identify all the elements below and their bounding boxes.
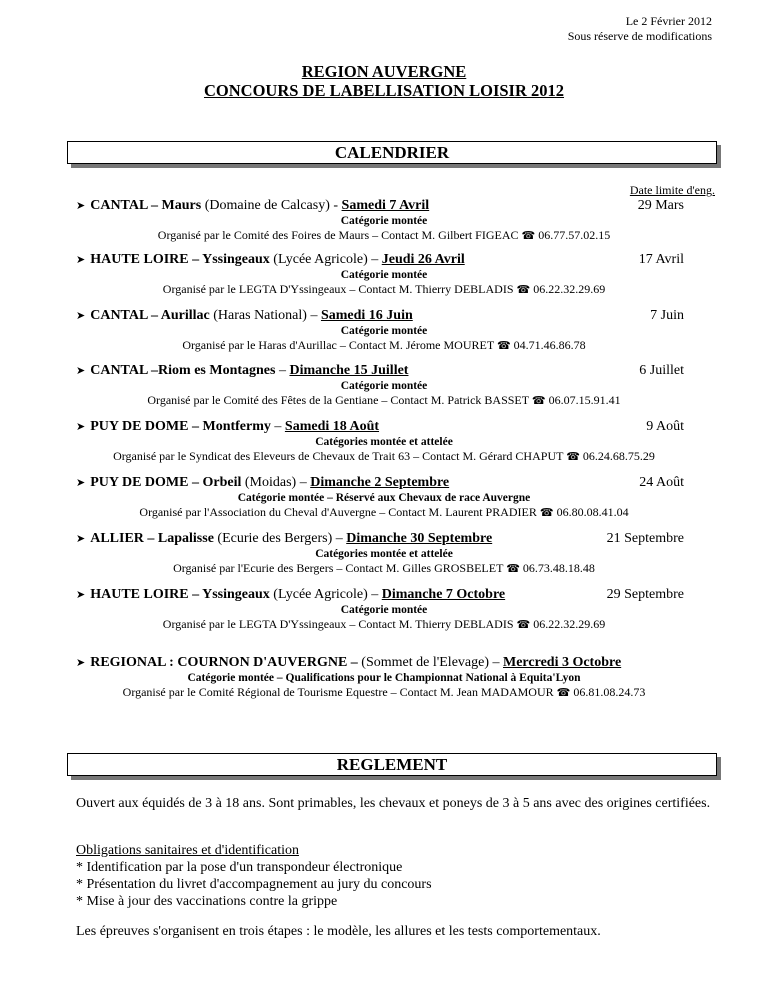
arrow-bullet-icon: ➤ <box>76 532 86 545</box>
event-place: Lapalisse <box>157 531 214 546</box>
telephone-icon: ☎ <box>496 339 511 352</box>
event-line <box>76 654 621 671</box>
event-category: Catégories montée et attelée <box>315 436 453 448</box>
event-date: Dimanche 7 Octobre <box>381 587 506 602</box>
event-date: Jeudi 26 Avril <box>381 252 465 267</box>
event-venue: (Ecurie des Bergers) – <box>213 531 347 546</box>
organizer-text: Organisé par le LEGTA D'Yssingeaux – Contact M. Thierry DEBLADIS <box>162 282 514 296</box>
event-region: PUY DE DOME – <box>90 475 203 490</box>
contact-phone: 06.24.68.75.29 <box>582 449 655 463</box>
event-venue: (Lycée Agricole) – <box>269 587 382 602</box>
reglement-heading: REGLEMENT <box>67 753 717 776</box>
telephone-icon: ☎ <box>516 618 531 631</box>
arrow-bullet-icon: ➤ <box>76 476 86 489</box>
event-region: ALLIER – <box>90 531 158 546</box>
event-deadline: 29 Mars <box>637 198 684 213</box>
event-venue: (Haras National) – <box>209 308 321 323</box>
telephone-icon: ☎ <box>531 394 546 407</box>
event-organizer <box>0 617 768 632</box>
event-region: HAUTE LOIRE – <box>90 587 203 602</box>
event-organizer <box>0 393 768 408</box>
contact-phone: 06.22.32.29.69 <box>533 617 606 631</box>
contact-phone: 06.80.08.41.04 <box>556 505 629 519</box>
event-line <box>76 474 449 491</box>
page-subtitle: CONCOURS DE LABELLISATION LOISIR 2012 <box>203 81 565 100</box>
contact-phone: 04.71.46.86.78 <box>513 338 586 352</box>
event-category: Catégorie montée <box>340 269 428 281</box>
calendar-heading: CALENDRIER <box>67 141 717 164</box>
event-organizer <box>0 561 768 576</box>
event-venue: – <box>275 363 290 378</box>
event-date: Samedi 7 Avril <box>341 198 430 213</box>
arrow-bullet-icon: ➤ <box>76 253 86 266</box>
contact-phone: 06.22.32.29.69 <box>533 282 606 296</box>
event-line <box>76 418 379 435</box>
event-deadline: 7 Juin <box>650 308 684 323</box>
event-place: Yssingeaux <box>202 587 270 602</box>
event-place: Maurs <box>161 198 202 213</box>
event-region: REGIONAL : <box>90 655 178 670</box>
event-region: PUY DE DOME – <box>90 419 203 434</box>
event-line <box>76 251 465 268</box>
event-place: Riom es Montagnes <box>158 363 276 378</box>
event-region: HAUTE LOIRE – <box>90 252 203 267</box>
contact-phone: 06.77.57.02.15 <box>538 228 611 242</box>
telephone-icon: ☎ <box>506 562 520 575</box>
contact-phone: 06.73.48.18.48 <box>522 561 595 575</box>
event-organizer <box>0 282 768 297</box>
arrow-bullet-icon: ➤ <box>76 588 86 601</box>
event-place: Orbeil <box>202 475 242 490</box>
event-line <box>76 586 505 603</box>
event-deadline: 6 Juillet <box>639 363 684 378</box>
event-deadline: 17 Avril <box>638 252 684 267</box>
event-region: CANTAL – <box>90 308 161 323</box>
contact-phone: 06.07.15.91.41 <box>548 393 621 407</box>
document-note: Sous réserve de modifications <box>567 29 712 43</box>
organizer-text: Organisé par le Syndicat des Eleveurs de Chevaux de Trait 63 – Contact M. Gérard CHAPUT <box>113 449 564 463</box>
event-place: Aurillac <box>160 308 210 323</box>
event-deadline: 21 Septembre <box>606 531 684 546</box>
event-deadline: 24 Août <box>639 475 684 490</box>
event-line <box>76 307 413 324</box>
event-venue: (Moidas) – <box>241 475 311 490</box>
event-category: Catégorie montée <box>340 215 428 227</box>
deadline-column-label: Date limite d'eng. <box>629 183 715 197</box>
event-venue: – <box>270 419 285 434</box>
reglement-intro: Ouvert aux équidés de 3 à 18 ans. Sont primables, les chevaux et poneys de 3 à 5 ans avec des origines certifiées. <box>76 796 711 811</box>
obligation-item: * Identification par la pose d'un transpondeur électronique <box>76 860 403 875</box>
event-line <box>76 197 429 214</box>
event-date: Samedi 18 Août <box>284 419 380 434</box>
arrow-bullet-icon: ➤ <box>76 420 86 433</box>
event-line <box>76 530 492 547</box>
event-region: CANTAL – <box>90 363 159 378</box>
event-line <box>76 362 408 379</box>
event-organizer <box>0 228 768 243</box>
event-category: Catégorie montée – Réservé aux Chevaux de race Auvergne <box>237 492 531 504</box>
arrow-bullet-icon: ➤ <box>76 309 86 322</box>
event-organizer <box>0 338 768 353</box>
event-date: Dimanche 15 Juillet <box>289 363 409 378</box>
arrow-bullet-icon: ➤ <box>76 364 86 377</box>
document-date: Le 2 Février 2012 <box>625 14 712 28</box>
event-category: Catégorie montée <box>340 325 428 337</box>
organizer-text: Organisé par le Comité des Foires de Maurs – Contact M. Gilbert FIGEAC <box>157 228 519 242</box>
arrow-bullet-icon: ➤ <box>76 656 86 669</box>
event-venue: (Sommet de l'Elevage) – <box>361 655 503 670</box>
organizer-text: Organisé par le LEGTA D'Yssingeaux – Contact M. Thierry DEBLADIS <box>162 617 514 631</box>
event-venue: (Domaine de Calcasy) - <box>201 198 342 213</box>
event-organizer <box>0 449 768 464</box>
organizer-text: Organisé par le Comité des Fêtes de la Gentiane – Contact M. Patrick BASSET <box>147 393 529 407</box>
telephone-icon: ☎ <box>556 686 571 699</box>
event-date: Dimanche 30 Septembre <box>346 531 493 546</box>
obligation-item: * Mise à jour des vaccinations contre la grippe <box>76 894 338 909</box>
event-deadline: 29 Septembre <box>606 587 684 602</box>
event-date: Mercredi 3 Octobre <box>503 655 622 670</box>
event-region: CANTAL – <box>90 198 162 213</box>
organizer-text: Organisé par le Haras d'Aurillac – Contact M. Jérome MOURET <box>182 338 494 352</box>
event-category: Catégorie montée <box>340 380 428 392</box>
telephone-icon: ☎ <box>566 450 580 463</box>
event-organizer <box>0 685 768 700</box>
telephone-icon: ☎ <box>521 229 536 242</box>
event-category: Catégorie montée – Qualifications pour le Championnat National à Equita'Lyon <box>187 672 581 684</box>
organizer-text: Organisé par l'Association du Cheval d'Auvergne – Contact M. Laurent PRADIER <box>139 505 537 519</box>
event-date: Samedi 16 Juin <box>320 308 413 323</box>
event-date: Dimanche 2 Septembre <box>310 475 450 490</box>
organizer-text: Organisé par l'Ecurie des Bergers – Contact M. Gilles GROSBELET <box>173 561 504 575</box>
contact-phone: 06.81.08.24.73 <box>573 685 646 699</box>
obligations-title: Obligations sanitaires et d'identification <box>76 843 299 858</box>
obligation-item: * Présentation du livret d'accompagnement au jury du concours <box>76 877 432 892</box>
event-place: COURNON D'AUVERGNE – <box>177 655 362 670</box>
event-category: Catégorie montée <box>340 604 428 616</box>
event-venue: (Lycée Agricole) – <box>269 252 382 267</box>
page-title: REGION AUVERGNE <box>301 62 467 81</box>
organizer-text: Organisé par le Comité Régional de Tourisme Equestre – Contact M. Jean MADAMOUR <box>122 685 554 699</box>
telephone-icon: ☎ <box>516 283 531 296</box>
event-place: Yssingeaux <box>202 252 270 267</box>
event-deadline: 9 Août <box>646 419 684 434</box>
epreuves-text: Les épreuves s'organisent en trois étapes : le modèle, les allures et les tests comportementaux. <box>76 924 601 939</box>
event-category: Catégories montée et attelée <box>315 548 453 560</box>
telephone-icon: ☎ <box>539 506 554 519</box>
event-organizer <box>0 505 768 520</box>
arrow-bullet-icon: ➤ <box>76 199 86 212</box>
event-place: Montfermy <box>202 419 271 434</box>
